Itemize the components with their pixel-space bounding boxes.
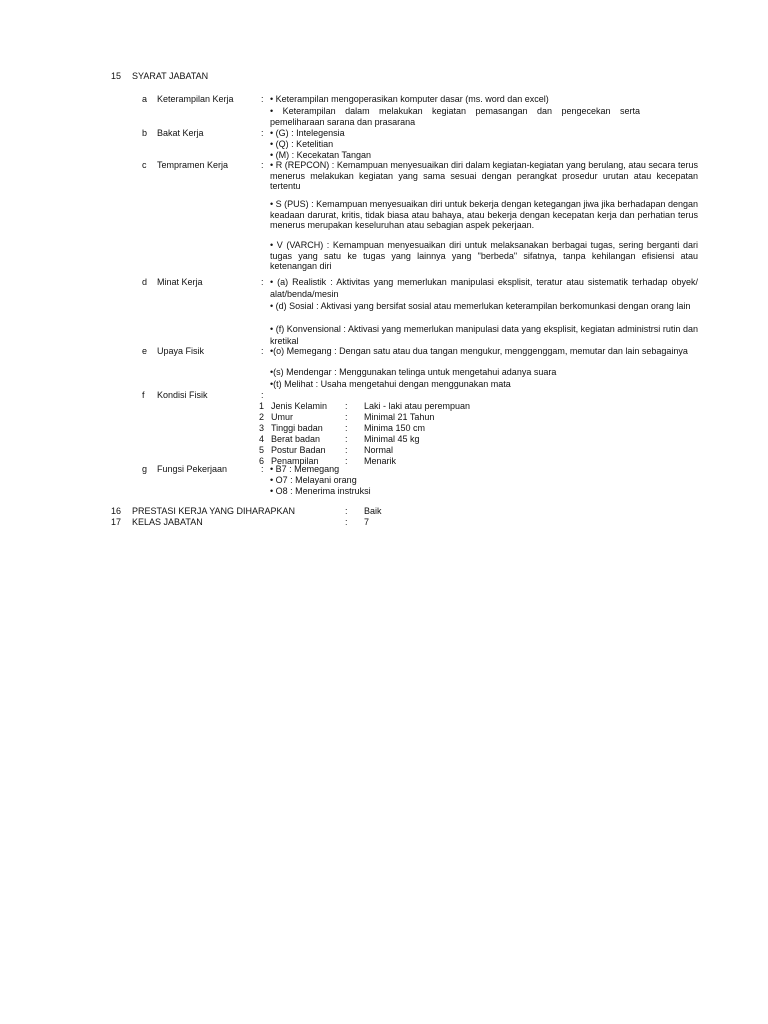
section-number-16: 16: [111, 506, 122, 516]
colon-a: :: [261, 94, 264, 104]
colon-e: :: [261, 346, 264, 356]
item-letter-c: c: [142, 160, 147, 170]
upaya-item-1: •(o) Memegang : Dengan satu atau dua tangan mengukur, menggenggam, memutar dan lain sebagainya: [270, 346, 688, 356]
section-colon-17: :: [345, 517, 348, 527]
fungsi-item-3: • O8 : Menerima instruksi: [270, 486, 371, 496]
label-keterampilan-kerja: Keterampilan Kerja: [157, 94, 234, 104]
kondisi-value-6: Menarik: [364, 456, 397, 466]
kondisi-num-2: 2: [259, 412, 265, 422]
colon-c: :: [261, 160, 264, 170]
label-fungsi-pekerjaan: Fungsi Pekerjaan: [157, 464, 228, 474]
kondisi-num-6: 6: [259, 456, 265, 466]
kondisi-num-4: 4: [259, 434, 265, 444]
keterampilan-item-2: • Keterampilan dalam melakukan kegiatan pemasangan dan pengecekan serta pemeliharaan sarana dan prasarana: [270, 106, 640, 127]
section-colon-16: :: [345, 506, 348, 516]
kondisi-colon-4: :: [345, 434, 348, 444]
bakat-item-2: • (Q) : Ketelitian: [270, 139, 334, 149]
label-bakat-kerja: Bakat Kerja: [157, 128, 204, 138]
kondisi-value-1: Laki - laki atau perempuan: [364, 401, 471, 411]
kondisi-label-1: Jenis Kelamin: [271, 401, 328, 411]
fungsi-item-1: • B7 : Memegang: [270, 464, 340, 474]
kondisi-label-3: Tinggi badan: [271, 423, 323, 433]
kondisi-colon-2: :: [345, 412, 348, 422]
kondisi-value-4: Minimal 45 kg: [364, 434, 420, 444]
kondisi-value-2: Minimal 21 Tahun: [364, 412, 435, 422]
kondisi-num-5: 5: [259, 445, 265, 455]
item-letter-d: d: [142, 277, 148, 287]
item-letter-f: f: [142, 390, 145, 400]
item-letter-a: a: [142, 94, 148, 104]
fungsi-item-2: • O7 : Melayani orang: [270, 475, 357, 485]
section-number-15: 15: [111, 71, 122, 81]
section-value-17: 7: [364, 517, 370, 527]
kondisi-label-5: Postur Badan: [271, 445, 326, 455]
kondisi-num-1: 1: [259, 401, 265, 411]
label-minat-kerja: Minat Kerja: [157, 277, 203, 287]
label-tempramen-kerja: Tempramen Kerja: [157, 160, 229, 170]
bakat-item-1: • (G) : Intelegensia: [270, 128, 345, 138]
bakat-item-3: • (M) : Kecekatan Tangan: [270, 150, 372, 160]
upaya-item-3: •(t) Melihat : Usaha mengetahui dengan menggunakan mata: [270, 379, 511, 389]
kondisi-colon-6: :: [345, 456, 348, 466]
tempramen-item-2: • S (PUS) : Kemampuan menyesuaikan diri untuk bekerja dengan ketegangan jiwa jika berhadapan dengan keadaan darurat, kritis, tidak biasa atau bahaya, atau bekerja dengan kecepatan kerja dan perhatian terus menerus merupakan keseluruhan atau sebagian aspek pekerjaan.: [270, 199, 698, 230]
kondisi-label-2: Umur: [271, 412, 293, 422]
tempramen-item-1: • R (REPCON) : Kemampuan menyesuaikan diri dalam kegiatan-kegiatan yang berulang, atau secara terus menerus melakukan kegiatan yang sama sesuai dengan perangkat prosedur urutan atau kecepatan tertentu: [270, 160, 698, 191]
section-label-17: KELAS JABATAN: [132, 517, 203, 527]
kondisi-colon-3: :: [345, 423, 348, 433]
section-label-16: PRESTASI KERJA YANG DIHARAPKAN: [132, 506, 296, 516]
item-letter-g: g: [142, 464, 148, 474]
colon-g: :: [261, 464, 264, 474]
section-value-16: Baik: [364, 506, 382, 516]
colon-d: :: [261, 277, 264, 287]
minat-item-2: • (d) Sosial : Aktivasi yang bersifat sosial atau memerlukan keterampilan berkomunkasi dengan orang lain: [270, 301, 691, 311]
minat-item-1: • (a) Realistik : Aktivitas yang memerlukan manipulasi eksplisit, teratur atau sistematik terhadap obyek/ alat/benda/mesin: [270, 277, 698, 299]
tempramen-item-3: • V (VARCH) : Kemampuan menyesuaikan diri untuk melaksanakan berbagai tugas, sering berganti dari tugas yang satu ke tugas yang lainnya yang "berbeda" sifatnya, tanpa kehilangan efisiensi atau ketenangan diri: [270, 240, 698, 271]
kondisi-label-4: Berat badan: [271, 434, 321, 444]
minat-item-3: • (f) Konvensional : Aktivasi yang memerlukan manipulasi data yang eksplisit, kegiatan administrsi rutin dan kretikal: [270, 324, 698, 346]
kondisi-label-6: Penampilan: [271, 456, 319, 466]
section-title-15: SYARAT JABATAN: [132, 71, 209, 81]
kondisi-value-3: Minima 150 cm: [364, 423, 426, 433]
kondisi-value-5: Normal: [364, 445, 394, 455]
section-number-17: 17: [111, 517, 122, 527]
kondisi-colon-1: :: [345, 401, 348, 411]
label-kondisi-fisik: Kondisi Fisik: [157, 390, 208, 400]
kondisi-colon-5: :: [345, 445, 348, 455]
kondisi-num-3: 3: [259, 423, 265, 433]
item-letter-b: b: [142, 128, 148, 138]
colon-b: :: [261, 128, 264, 138]
label-upaya-fisik: Upaya Fisik: [157, 346, 205, 356]
colon-f: :: [261, 390, 264, 400]
item-letter-e: e: [142, 346, 148, 356]
upaya-item-2: •(s) Mendengar : Menggunakan telinga untuk mengetahui adanya suara: [270, 367, 557, 377]
keterampilan-item-1: • Keterampilan mengoperasikan komputer dasar (ms. word dan excel): [270, 94, 549, 104]
